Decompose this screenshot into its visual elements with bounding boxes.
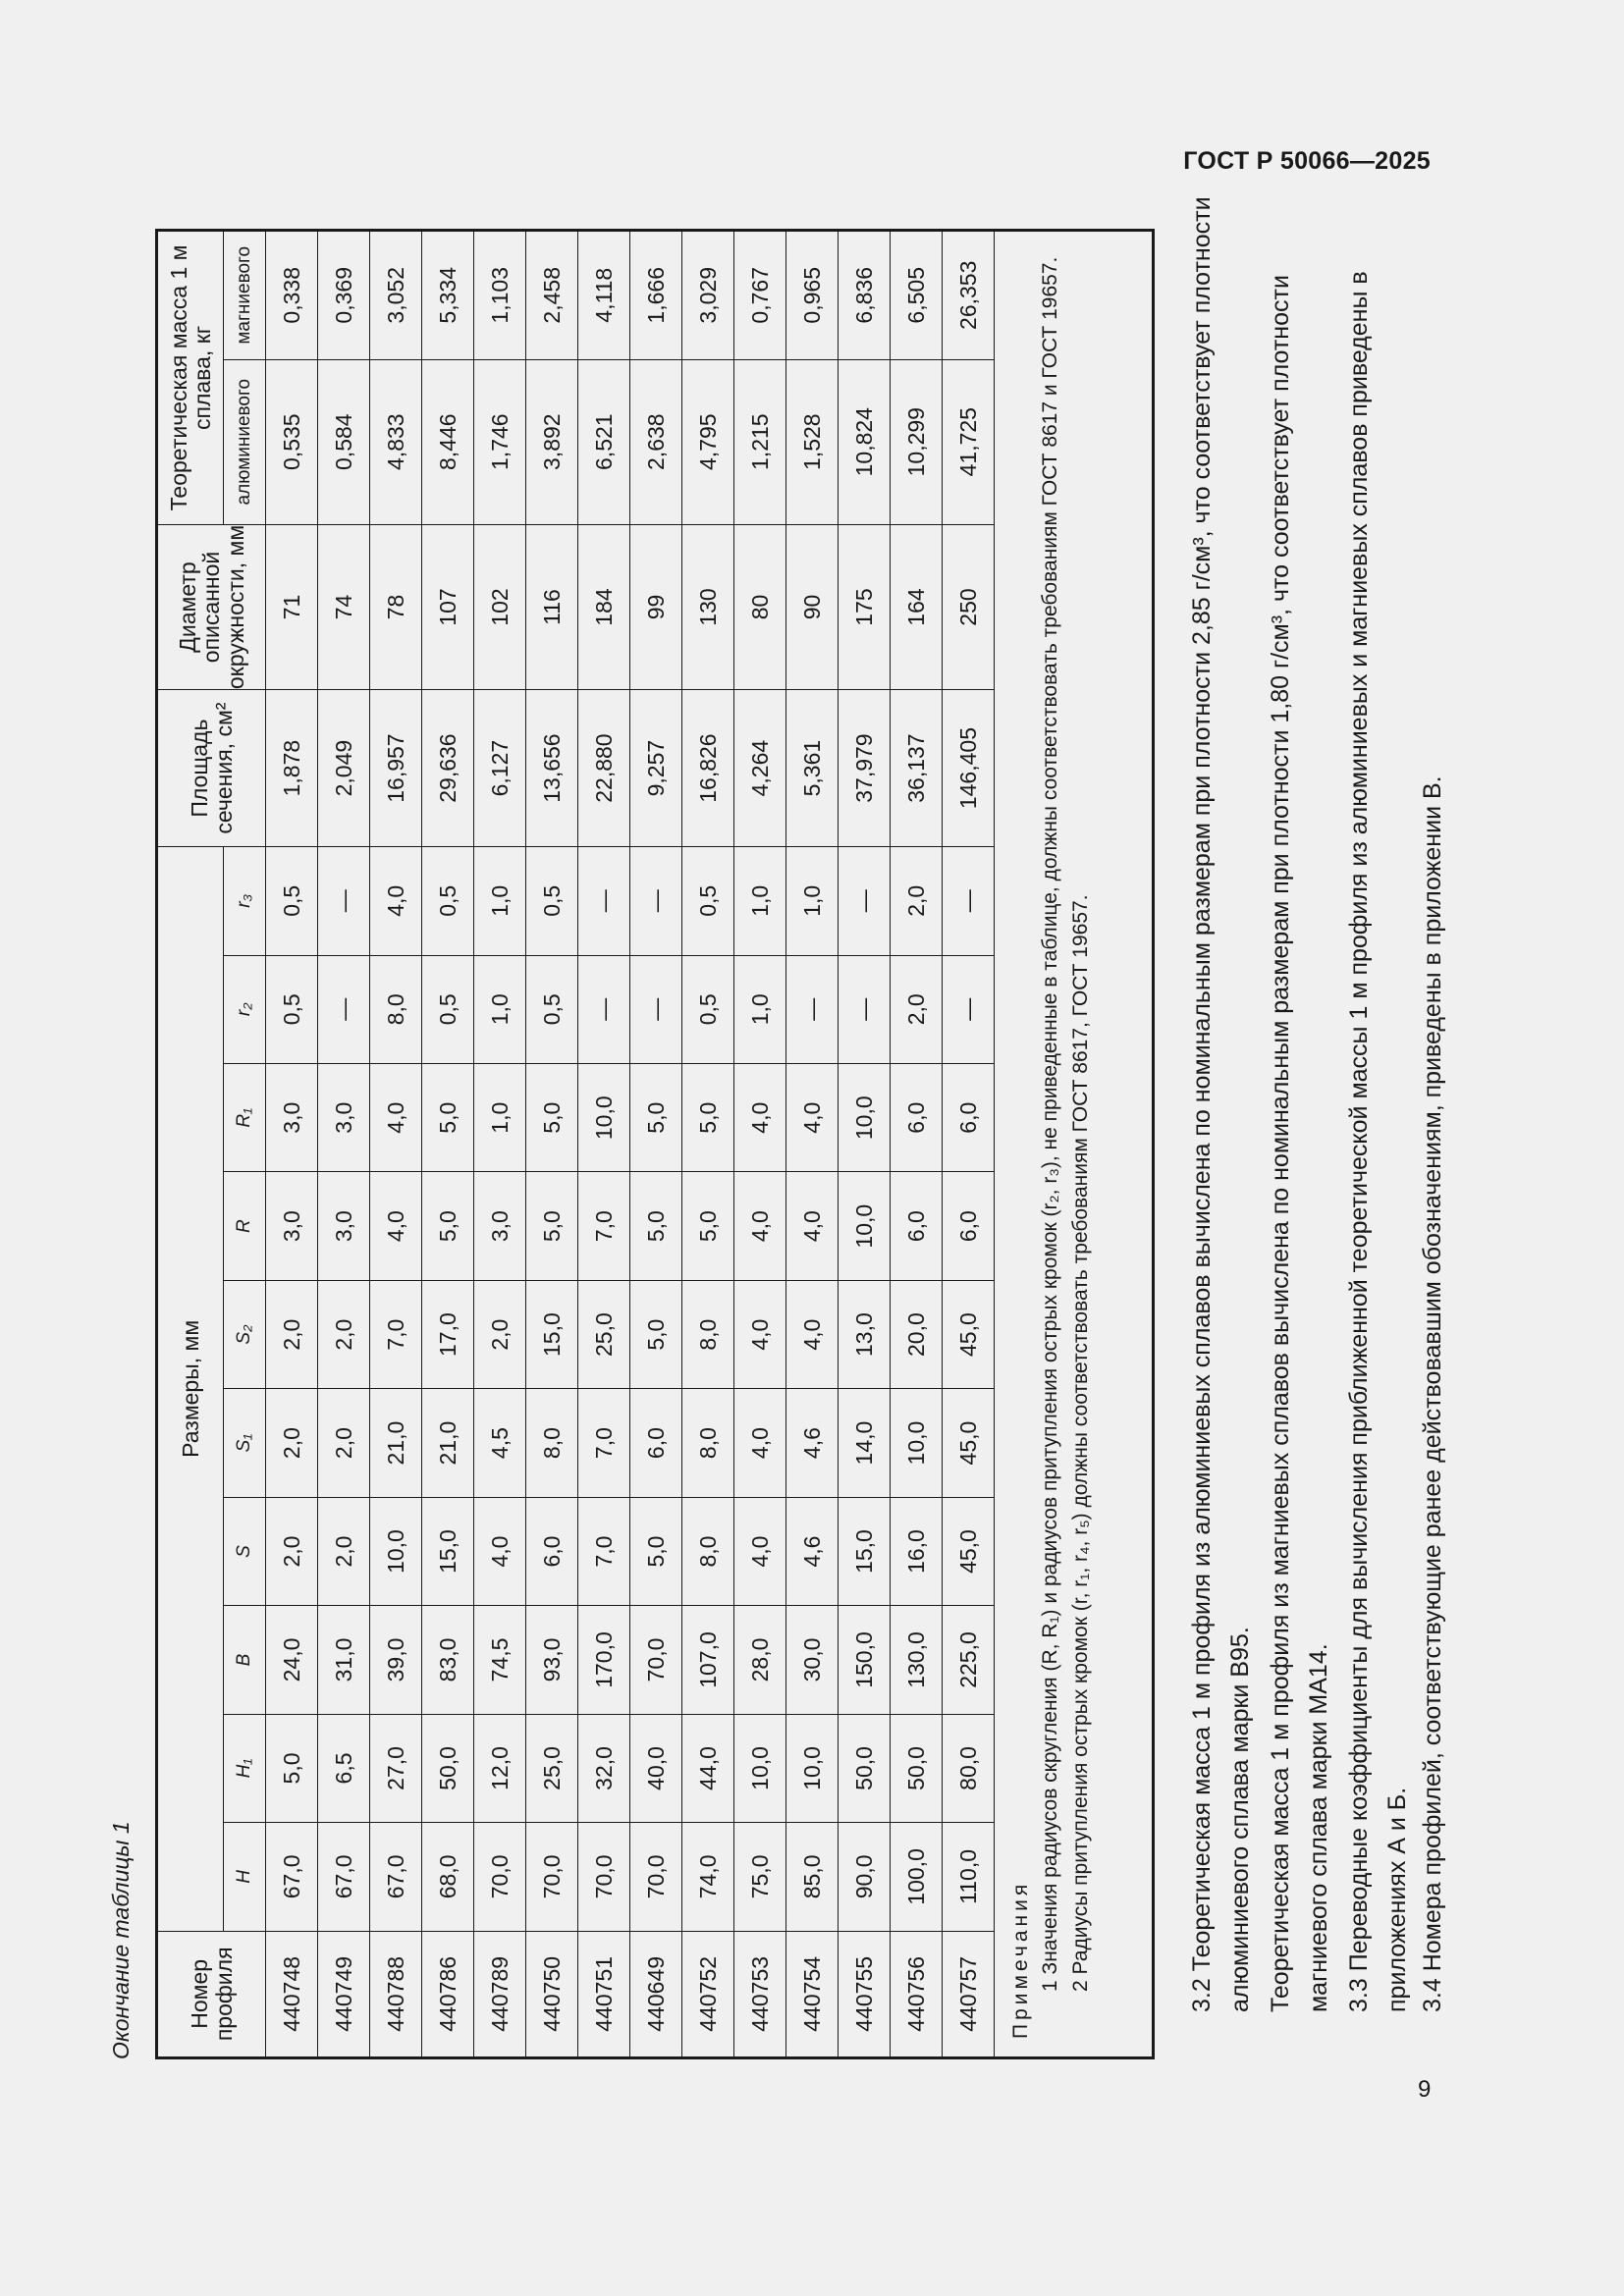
table-row bbox=[682, 231, 734, 2058]
rotated-content bbox=[108, 196, 1453, 2059]
table-cell: 80,0 bbox=[943, 1714, 995, 1822]
table-cell: 6,0 bbox=[943, 1064, 995, 1172]
table-cell: — bbox=[318, 847, 370, 956]
table-cell: 70,0 bbox=[630, 1606, 682, 1714]
table-cell: 39,0 bbox=[370, 1606, 422, 1714]
table-cell: 15,0 bbox=[526, 1280, 578, 1388]
table-cell: 10,0 bbox=[891, 1389, 943, 1497]
table-cell: 12,0 bbox=[474, 1714, 526, 1822]
paragraph-3-4: 3.4 Номера профилей, соответствующие ранее действовавшим обозначениям, приведены в приложении В. bbox=[1419, 775, 1446, 2012]
table-cell: 0,5 bbox=[422, 847, 474, 956]
table-cell: 4,795 bbox=[682, 359, 734, 524]
paragraph-3-2a: 3.2 Теоретическая масса 1 м профиля из алюминиевых сплавов вычислена по номинальным размерам при плотности 2,85 г/см³, что соответствует плотности алюминиевого сплава марки В95. bbox=[1188, 196, 1254, 2012]
table-cell: 30,0 bbox=[786, 1606, 839, 1714]
table-cell: 36,137 bbox=[891, 690, 943, 847]
table-cell: 0,369 bbox=[318, 231, 370, 360]
table-cell: 3,0 bbox=[474, 1172, 526, 1280]
table-body bbox=[266, 231, 995, 2058]
table-cell: — bbox=[630, 847, 682, 956]
table-cell: 0,535 bbox=[266, 359, 318, 524]
profile-number-cell: 440753 bbox=[734, 1931, 786, 2057]
table-cell: 4,0 bbox=[786, 1064, 839, 1172]
table-cell: 7,0 bbox=[578, 1172, 630, 1280]
table-cell: 17,0 bbox=[422, 1280, 474, 1388]
table-row bbox=[526, 231, 578, 2058]
table-cell: 5,0 bbox=[630, 1497, 682, 1605]
table-cell: 0,965 bbox=[786, 231, 839, 360]
profile-number-cell: 440756 bbox=[891, 1931, 943, 2057]
table-cell: 15,0 bbox=[839, 1497, 891, 1605]
table-cell: 7,0 bbox=[578, 1389, 630, 1497]
table-cell: 28,0 bbox=[734, 1606, 786, 1714]
table-cell: 4,0 bbox=[734, 1064, 786, 1172]
profile-number-cell: 440754 bbox=[786, 1931, 839, 2057]
table-cell: 13,0 bbox=[839, 1280, 891, 1388]
table-cell: 10,0 bbox=[578, 1064, 630, 1172]
table-row bbox=[474, 231, 526, 2058]
table-cell: 0,5 bbox=[526, 955, 578, 1063]
table-cell: 74,5 bbox=[474, 1606, 526, 1714]
table-row bbox=[318, 231, 370, 2058]
table-cell: 37,979 bbox=[839, 690, 891, 847]
table-cell: 100,0 bbox=[891, 1823, 943, 1931]
table-cell: 3,029 bbox=[682, 231, 734, 360]
profile-number-cell: 440751 bbox=[578, 1931, 630, 2057]
table-cell: 0,584 bbox=[318, 359, 370, 524]
table-cell: 8,0 bbox=[682, 1280, 734, 1388]
notes-title: Примечания bbox=[1009, 1880, 1032, 2039]
table-cell: 1,215 bbox=[734, 359, 786, 524]
table-cell: 16,957 bbox=[370, 690, 422, 847]
table-cell: 25,0 bbox=[578, 1280, 630, 1388]
header-dim-r1: R₁ bbox=[224, 1064, 266, 1172]
table-cell: 4,118 bbox=[578, 231, 630, 360]
table-cell: 8,0 bbox=[370, 955, 422, 1063]
profile-number-cell: 440649 bbox=[630, 1931, 682, 2057]
table-cell: 130 bbox=[682, 524, 734, 689]
table-cell: 5,0 bbox=[266, 1714, 318, 1822]
table-notes bbox=[995, 231, 1154, 2058]
table-cell: 1,0 bbox=[474, 955, 526, 1063]
table-cell: 10,0 bbox=[370, 1497, 422, 1605]
header-mass: Теоретическая масса 1 м сплава, кг bbox=[157, 231, 224, 525]
table-cell: 4,0 bbox=[734, 1172, 786, 1280]
table-cell: 0,5 bbox=[526, 847, 578, 956]
table-caption: Окончание таблицы 1 bbox=[108, 1821, 134, 2059]
table-cell: 70,0 bbox=[578, 1823, 630, 1931]
table-cell: 15,0 bbox=[422, 1497, 474, 1605]
table-row bbox=[266, 231, 318, 2058]
table-cell: 3,892 bbox=[526, 359, 578, 524]
profile-number-cell: 440749 bbox=[318, 1931, 370, 2057]
table-cell: 40,0 bbox=[630, 1714, 682, 1822]
table-cell: 1,0 bbox=[474, 1064, 526, 1172]
table-cell: 116 bbox=[526, 524, 578, 689]
table-cell: 45,0 bbox=[943, 1280, 995, 1388]
header-profile: Номер профиля bbox=[157, 1931, 266, 2057]
table-cell: 4,6 bbox=[786, 1497, 839, 1605]
table-cell: 1,0 bbox=[474, 847, 526, 956]
header-dim-s2: S₂ bbox=[224, 1280, 266, 1388]
profile-number-cell: 440788 bbox=[370, 1931, 422, 2057]
table-cell: 1,0 bbox=[734, 955, 786, 1063]
table-cell: 110,0 bbox=[943, 1823, 995, 1931]
table-cell: 2,0 bbox=[318, 1280, 370, 1388]
table-row bbox=[422, 231, 474, 2058]
profile-number-cell: 440755 bbox=[839, 1931, 891, 2057]
table-cell: 10,824 bbox=[839, 359, 891, 524]
table-cell: 2,0 bbox=[318, 1497, 370, 1605]
table-cell: 5,0 bbox=[526, 1172, 578, 1280]
table-cell: 1,0 bbox=[734, 847, 786, 956]
table-cell: 2,0 bbox=[891, 847, 943, 956]
table-cell: 8,446 bbox=[422, 359, 474, 524]
table-cell: 3,0 bbox=[318, 1172, 370, 1280]
paragraph-3-2b: Теоретическая масса 1 м профиля из магниевых сплавов вычислена по номинальным размерам при плотности 1,80 г/см³, что соответствует плотности магниевого сплава марки МА14. bbox=[1267, 275, 1332, 2012]
table-cell: 10,0 bbox=[786, 1714, 839, 1822]
header-dim-r: R bbox=[224, 1172, 266, 1280]
table-cell: 2,0 bbox=[891, 955, 943, 1063]
table-row bbox=[891, 231, 943, 2058]
table-cell: 26,353 bbox=[943, 231, 995, 360]
table-cell: 130,0 bbox=[891, 1606, 943, 1714]
table-cell: 5,0 bbox=[422, 1172, 474, 1280]
table-cell: 6,505 bbox=[891, 231, 943, 360]
table-cell: 25,0 bbox=[526, 1714, 578, 1822]
table-cell: 4,0 bbox=[786, 1172, 839, 1280]
table-cell: 4,0 bbox=[734, 1280, 786, 1388]
table-cell: 74 bbox=[318, 524, 370, 689]
table-cell: 16,0 bbox=[891, 1497, 943, 1605]
table-cell: 41,725 bbox=[943, 359, 995, 524]
table-cell: 31,0 bbox=[318, 1606, 370, 1714]
table-cell: 150,0 bbox=[839, 1606, 891, 1714]
table-cell: 4,0 bbox=[734, 1389, 786, 1497]
table-cell: 0,5 bbox=[266, 847, 318, 956]
table-cell: 1,878 bbox=[266, 690, 318, 847]
table-cell: 5,334 bbox=[422, 231, 474, 360]
table-cell: 78 bbox=[370, 524, 422, 689]
document-header: ГОСТ Р 50066—2025 bbox=[1183, 147, 1431, 175]
table-cell: 22,880 bbox=[578, 690, 630, 847]
table-cell: 102 bbox=[474, 524, 526, 689]
table-cell: 170,0 bbox=[578, 1606, 630, 1714]
table-cell: — bbox=[839, 847, 891, 956]
table-cell: 6,0 bbox=[891, 1172, 943, 1280]
table-cell: 6,127 bbox=[474, 690, 526, 847]
table-cell: 4,833 bbox=[370, 359, 422, 524]
table-cell: 70,0 bbox=[474, 1823, 526, 1931]
table-cell: 32,0 bbox=[578, 1714, 630, 1822]
table-cell: 90,0 bbox=[839, 1823, 891, 1931]
table-cell: 5,0 bbox=[630, 1064, 682, 1172]
table-cell: 67,0 bbox=[266, 1823, 318, 1931]
table-cell: 4,0 bbox=[474, 1497, 526, 1605]
table-cell: 0,5 bbox=[266, 955, 318, 1063]
table-cell: 83,0 bbox=[422, 1606, 474, 1714]
table-cell: 5,0 bbox=[630, 1280, 682, 1388]
profile-number-cell: 440789 bbox=[474, 1931, 526, 2057]
table-cell: 3,0 bbox=[266, 1064, 318, 1172]
table-cell: — bbox=[786, 955, 839, 1063]
header-dim-s1: S₁ bbox=[224, 1389, 266, 1497]
table-cell: 7,0 bbox=[370, 1280, 422, 1388]
table-cell: 3,0 bbox=[318, 1064, 370, 1172]
table-cell: 93,0 bbox=[526, 1606, 578, 1714]
table-cell: 44,0 bbox=[682, 1714, 734, 1822]
table-cell: 29,636 bbox=[422, 690, 474, 847]
table-cell: 8,0 bbox=[526, 1389, 578, 1497]
profiles-table bbox=[155, 229, 1155, 2059]
table-cell: 21,0 bbox=[422, 1389, 474, 1497]
table-cell: 2,0 bbox=[266, 1497, 318, 1605]
table-cell: 7,0 bbox=[578, 1497, 630, 1605]
header-dim-r2: r₂ bbox=[224, 955, 266, 1063]
table-cell: 1,528 bbox=[786, 359, 839, 524]
table-cell: 67,0 bbox=[370, 1823, 422, 1931]
table-cell: 4,264 bbox=[734, 690, 786, 847]
table-cell: 50,0 bbox=[891, 1714, 943, 1822]
table-cell: 27,0 bbox=[370, 1714, 422, 1822]
table-cell: — bbox=[578, 955, 630, 1063]
table-cell: 99 bbox=[630, 524, 682, 689]
table-row bbox=[786, 231, 839, 2058]
table-cell: 0,5 bbox=[682, 847, 734, 956]
profile-number-cell: 440752 bbox=[682, 1931, 734, 2057]
table-cell: 4,5 bbox=[474, 1389, 526, 1497]
header-magnesium: магниевого bbox=[224, 231, 266, 360]
table-cell: 85,0 bbox=[786, 1823, 839, 1931]
table-cell: 4,6 bbox=[786, 1389, 839, 1497]
table-cell: 3,052 bbox=[370, 231, 422, 360]
table-cell: 6,5 bbox=[318, 1714, 370, 1822]
table-cell: 107 bbox=[422, 524, 474, 689]
table-row bbox=[578, 231, 630, 2058]
table-cell: 74,0 bbox=[682, 1823, 734, 1931]
table-cell: 4,0 bbox=[786, 1280, 839, 1388]
header-dim-h: H bbox=[224, 1823, 266, 1931]
header-dim-s: S bbox=[224, 1497, 266, 1605]
table-cell: 16,826 bbox=[682, 690, 734, 847]
table-cell: — bbox=[943, 955, 995, 1063]
table-cell: 164 bbox=[891, 524, 943, 689]
header-dim-b: B bbox=[224, 1606, 266, 1714]
header-diameter: Диаметр описанной окружности, мм bbox=[157, 524, 266, 689]
table-cell: 0,5 bbox=[422, 955, 474, 1063]
table-cell: 10,0 bbox=[839, 1064, 891, 1172]
table-cell: 71 bbox=[266, 524, 318, 689]
table-cell: 10,0 bbox=[839, 1172, 891, 1280]
table-cell: 2,0 bbox=[318, 1389, 370, 1497]
header-aluminum: алюминиевого bbox=[224, 359, 266, 524]
table-cell: 13,656 bbox=[526, 690, 578, 847]
table-cell: 5,0 bbox=[630, 1172, 682, 1280]
profile-number-cell: 440786 bbox=[422, 1931, 474, 2057]
table-cell: 50,0 bbox=[839, 1714, 891, 1822]
table-cell: 21,0 bbox=[370, 1389, 422, 1497]
table-cell: 0,338 bbox=[266, 231, 318, 360]
table-cell: 75,0 bbox=[734, 1823, 786, 1931]
table-cell: 2,458 bbox=[526, 231, 578, 360]
page-number: 9 bbox=[1418, 2076, 1432, 2103]
table-cell: 146,405 bbox=[943, 690, 995, 847]
table-cell: — bbox=[839, 955, 891, 1063]
table-cell: 250 bbox=[943, 524, 995, 689]
table-cell: 6,0 bbox=[630, 1389, 682, 1497]
table-cell: 175 bbox=[839, 524, 891, 689]
table-cell: 8,0 bbox=[682, 1389, 734, 1497]
table-cell: — bbox=[630, 955, 682, 1063]
profile-number-cell: 440750 bbox=[526, 1931, 578, 2057]
table-cell: 4,0 bbox=[734, 1497, 786, 1605]
table-row bbox=[370, 231, 422, 2058]
table-cell: 68,0 bbox=[422, 1823, 474, 1931]
header-dim-h1: H₁ bbox=[224, 1714, 266, 1822]
table-cell: 14,0 bbox=[839, 1389, 891, 1497]
profile-number-cell: 440757 bbox=[943, 1931, 995, 2057]
table-cell: 2,0 bbox=[474, 1280, 526, 1388]
table-cell: 225,0 bbox=[943, 1606, 995, 1714]
table-cell: 6,0 bbox=[943, 1172, 995, 1280]
paragraph-3-3: 3.3 Переводные коэффициенты для вычисления приближенной теоретической массы 1 м профиля из алюминиевых и магниевых сплавов приведены в приложениях А и Б. bbox=[1345, 271, 1411, 2012]
table-row bbox=[943, 231, 995, 2058]
table-cell: 6,0 bbox=[526, 1497, 578, 1605]
table-cell: 4,0 bbox=[370, 847, 422, 956]
table-cell: 80 bbox=[734, 524, 786, 689]
table-cell: 2,0 bbox=[266, 1280, 318, 1388]
table-cell: — bbox=[943, 847, 995, 956]
table-cell: 3,0 bbox=[266, 1172, 318, 1280]
table-cell: 9,257 bbox=[630, 690, 682, 847]
table-cell: 6,836 bbox=[839, 231, 891, 360]
table-cell: 5,0 bbox=[422, 1064, 474, 1172]
note-2: 2 Радиусы притупления острых кромок (r, r₁, r₄, r₅) должны соответствовать требованиям ГОСТ 8617, ГОСТ 19657. bbox=[1068, 894, 1092, 1992]
table-cell: 8,0 bbox=[682, 1497, 734, 1605]
table-cell: 1,666 bbox=[630, 231, 682, 360]
header-area: Площадь сечения, см² bbox=[157, 690, 266, 847]
note-1: 1 Значения радиусов скругления (R, R₁) и радиусов притупления острых кромок (r₂, r₃), не приведенные в таблице, должны соответствовать требованиям ГОСТ 8617 и ГОСТ 19657. bbox=[1039, 256, 1062, 1992]
table-cell: 4,0 bbox=[370, 1172, 422, 1280]
table-cell: 107,0 bbox=[682, 1606, 734, 1714]
table-row bbox=[734, 231, 786, 2058]
table-row bbox=[839, 231, 891, 2058]
table-cell: 10,299 bbox=[891, 359, 943, 524]
table-cell: 6,521 bbox=[578, 359, 630, 524]
table-cell: — bbox=[318, 955, 370, 1063]
header-dimensions: Размеры, мм bbox=[157, 847, 224, 1932]
table-cell: 1,746 bbox=[474, 359, 526, 524]
table-cell: 0,767 bbox=[734, 231, 786, 360]
table-cell: 45,0 bbox=[943, 1497, 995, 1605]
table-cell: 5,0 bbox=[682, 1064, 734, 1172]
table-cell: 5,0 bbox=[682, 1172, 734, 1280]
table-cell: 2,0 bbox=[266, 1389, 318, 1497]
table-cell: 4,0 bbox=[370, 1064, 422, 1172]
table-cell: 20,0 bbox=[891, 1280, 943, 1388]
table-cell: 0,5 bbox=[682, 955, 734, 1063]
table-cell: — bbox=[578, 847, 630, 956]
table-cell: 2,049 bbox=[318, 690, 370, 847]
table-cell: 1,103 bbox=[474, 231, 526, 360]
table-cell: 24,0 bbox=[266, 1606, 318, 1714]
table-cell: 70,0 bbox=[526, 1823, 578, 1931]
table-cell: 67,0 bbox=[318, 1823, 370, 1931]
profile-number-cell: 440748 bbox=[266, 1931, 318, 2057]
table-cell: 1,0 bbox=[786, 847, 839, 956]
table-row bbox=[630, 231, 682, 2058]
table-cell: 10,0 bbox=[734, 1714, 786, 1822]
table-cell: 6,0 bbox=[891, 1064, 943, 1172]
table-cell: 70,0 bbox=[630, 1823, 682, 1931]
table-cell: 45,0 bbox=[943, 1389, 995, 1497]
table-cell: 2,638 bbox=[630, 359, 682, 524]
header-dim-r3: r₃ bbox=[224, 847, 266, 956]
table-cell: 184 bbox=[578, 524, 630, 689]
table-cell: 50,0 bbox=[422, 1714, 474, 1822]
table-cell: 5,361 bbox=[786, 690, 839, 847]
table-cell: 5,0 bbox=[526, 1064, 578, 1172]
table-cell: 90 bbox=[786, 524, 839, 689]
